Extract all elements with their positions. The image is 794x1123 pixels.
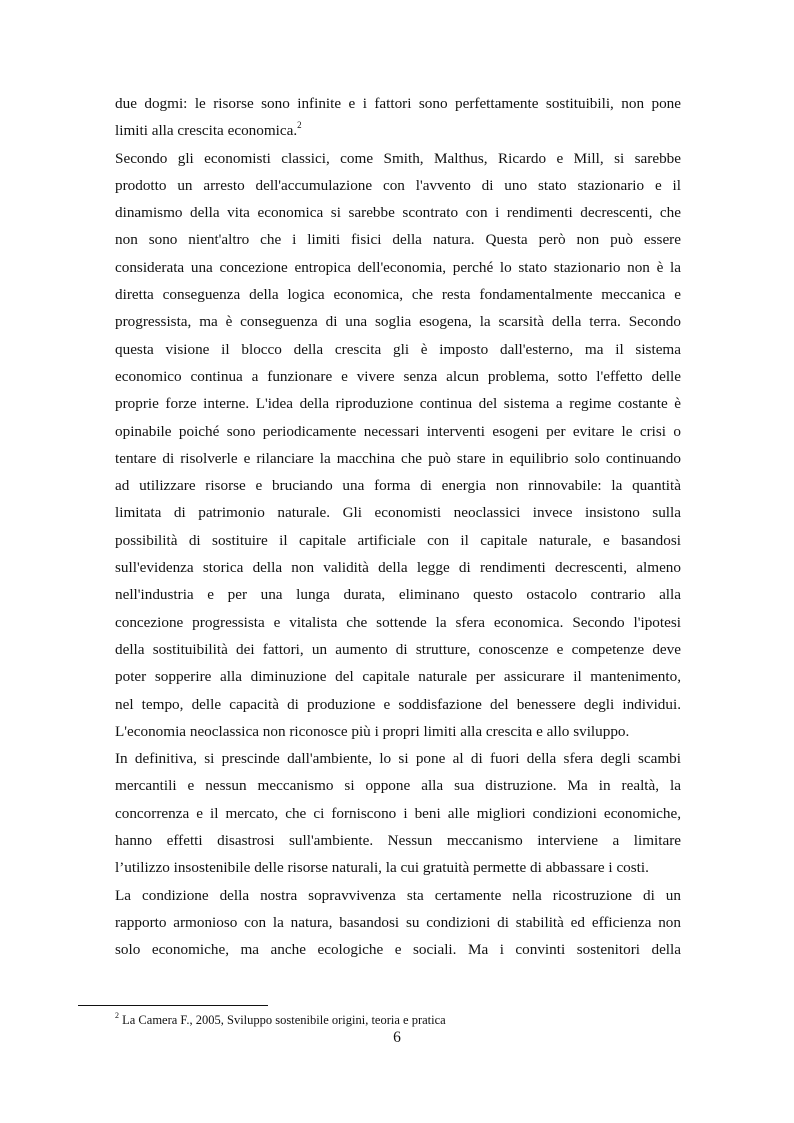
footnote-reference: 2 xyxy=(297,120,302,131)
text-line-content: sull'evidenza storica della non validità della legge di rendimenti decrescenti, almeno xyxy=(115,559,681,577)
text-line-content: concorrenza e il mercato, che ci forniscono i beni alle migliori condizioni economiche, xyxy=(115,804,681,822)
text-line xyxy=(115,90,681,117)
footnote xyxy=(115,1012,446,1028)
text-line-content: diretta conseguenza della logica economica, che resta fondamentalmente meccanica e xyxy=(115,286,681,304)
text-line-content: In definitiva, si prescinde dall'ambiente, lo si pone al di fuori della sfera degli scambi xyxy=(115,750,681,768)
text-line xyxy=(115,226,681,253)
text-line-content: possibilità di sostituire il capitale artificiale con il capitale naturale, e basandosi xyxy=(115,531,681,549)
text-line xyxy=(115,691,681,718)
text-line xyxy=(115,472,681,499)
text-line-content: limitata di patrimonio naturale. Gli economisti neoclassici invece insistono sulla xyxy=(115,504,681,522)
text-line xyxy=(115,854,681,881)
text-line-content: proprie forze interne. L'idea della riproduzione continua del sistema a regime costante è xyxy=(115,395,681,413)
text-line-content: La condizione della nostra sopravvivenza sta certamente nella ricostruzione di un xyxy=(115,886,681,904)
text-line-content: nell'industria e per una lunga durata, eliminano questo ostacolo contrario alla xyxy=(115,586,681,604)
text-line xyxy=(115,772,681,799)
text-line-content: l’utilizzo insostenibile delle risorse naturali, la cui gratuità permette di abbassare i costi. xyxy=(115,859,649,877)
text-line-content: opinabile poiché sono periodicamente necessari interventi esogeni per evitare le crisi o xyxy=(115,422,681,440)
text-line xyxy=(115,609,681,636)
text-line-content: mercantili e nessun meccanismo si oppone alla sua distruzione. Ma in realtà, la xyxy=(115,777,681,795)
text-line xyxy=(115,145,681,172)
text-line-content: prodotto un arresto dell'accumulazione con l'avvento di uno stato stazionario e il xyxy=(115,176,681,194)
text-line xyxy=(115,882,681,909)
text-line xyxy=(115,718,681,745)
text-line-content: concezione progressista e vitalista che sottende la sfera economica. Secondo l'ipotesi xyxy=(115,613,681,631)
text-line-content: questa visione il blocco della crescita gli è imposto dall'esterno, ma il sistema xyxy=(115,340,681,358)
text-line-content: due dogmi: le risorse sono infinite e i fattori sono perfettamente sostituibili, non pone xyxy=(115,95,681,112)
text-line-content: rapporto armonioso con la natura, basandosi su condizioni di stabilità ed efficienza non xyxy=(115,913,681,931)
text-line-content: nel tempo, delle capacità di produzione e soddisfazione del benessere degli individui. xyxy=(115,695,681,713)
text-line-content: non sono nient'altro che i limiti fisici della natura. Questa però non può essere xyxy=(115,231,681,249)
text-line xyxy=(115,254,681,281)
text-line xyxy=(115,827,681,854)
text-line xyxy=(115,199,681,226)
text-line xyxy=(115,800,681,827)
text-line-content: della sostituibilità dei fattori, un aumento di strutture, conoscenze e competenze deve xyxy=(115,640,681,658)
text-line-content: limiti alla crescita economica. xyxy=(115,122,298,140)
text-line-content: progressista, ma è conseguenza di una soglia esogena, la scarsità della terra. Secondo xyxy=(115,313,681,331)
text-line xyxy=(115,172,681,199)
text-line-content: L'economia neoclassica non riconosce più i propri limiti alla crescita e allo sviluppo. xyxy=(115,722,630,740)
text-line xyxy=(115,936,681,963)
text-line xyxy=(115,909,681,936)
text-line-content: considerata una concezione entropica dell'economia, perché lo stato stazionario non è la xyxy=(115,258,681,276)
text-line xyxy=(115,445,681,472)
text-line xyxy=(115,663,681,690)
text-line-content: economico continua a funzionare e vivere senza alcun problema, sotto l'effetto delle xyxy=(115,367,681,385)
text-line-content: poter sopperire alla diminuzione del capitale naturale per assicurare il mantenimento, xyxy=(115,668,681,686)
text-line-content: solo economiche, ma anche ecologiche e sociali. Ma i convinti sostenitori della xyxy=(115,941,681,959)
text-line xyxy=(115,336,681,363)
text-line xyxy=(115,499,681,526)
footnote-separator xyxy=(78,1005,268,1006)
text-line xyxy=(115,581,681,608)
text-line xyxy=(115,363,681,390)
text-line-content: tentare di risolverle e rilanciare la macchina che può stare in equilibrio solo continuando xyxy=(115,449,681,467)
text-line-content: Secondo gli economisti classici, come Smith, Malthus, Ricardo e Mill, si sarebbe xyxy=(115,149,681,167)
text-line xyxy=(115,418,681,445)
text-line xyxy=(115,117,681,144)
text-line-content: dinamismo della vita economica si sarebbe scontrato con i rendimenti decrescenti, che xyxy=(115,204,681,222)
page-number: 6 xyxy=(393,1029,401,1046)
text-line xyxy=(115,308,681,335)
text-line xyxy=(115,745,681,772)
text-line xyxy=(115,554,681,581)
text-line-content: hanno effetti disastrosi sull'ambiente. Nessun meccanismo interviene a limitare xyxy=(115,832,681,850)
text-line xyxy=(115,390,681,417)
text-line-content: ad utilizzare risorse e bruciando una forma di energia non rinnovabile: la quantità xyxy=(115,477,681,495)
footnote-text: La Camera F., 2005, Sviluppo sostenibile origini, teoria e pratica xyxy=(119,1013,446,1027)
text-line xyxy=(115,281,681,308)
text-line xyxy=(115,636,681,663)
page-body xyxy=(115,90,681,964)
text-line xyxy=(115,527,681,554)
footnote-marker: 2 xyxy=(115,1010,119,1020)
